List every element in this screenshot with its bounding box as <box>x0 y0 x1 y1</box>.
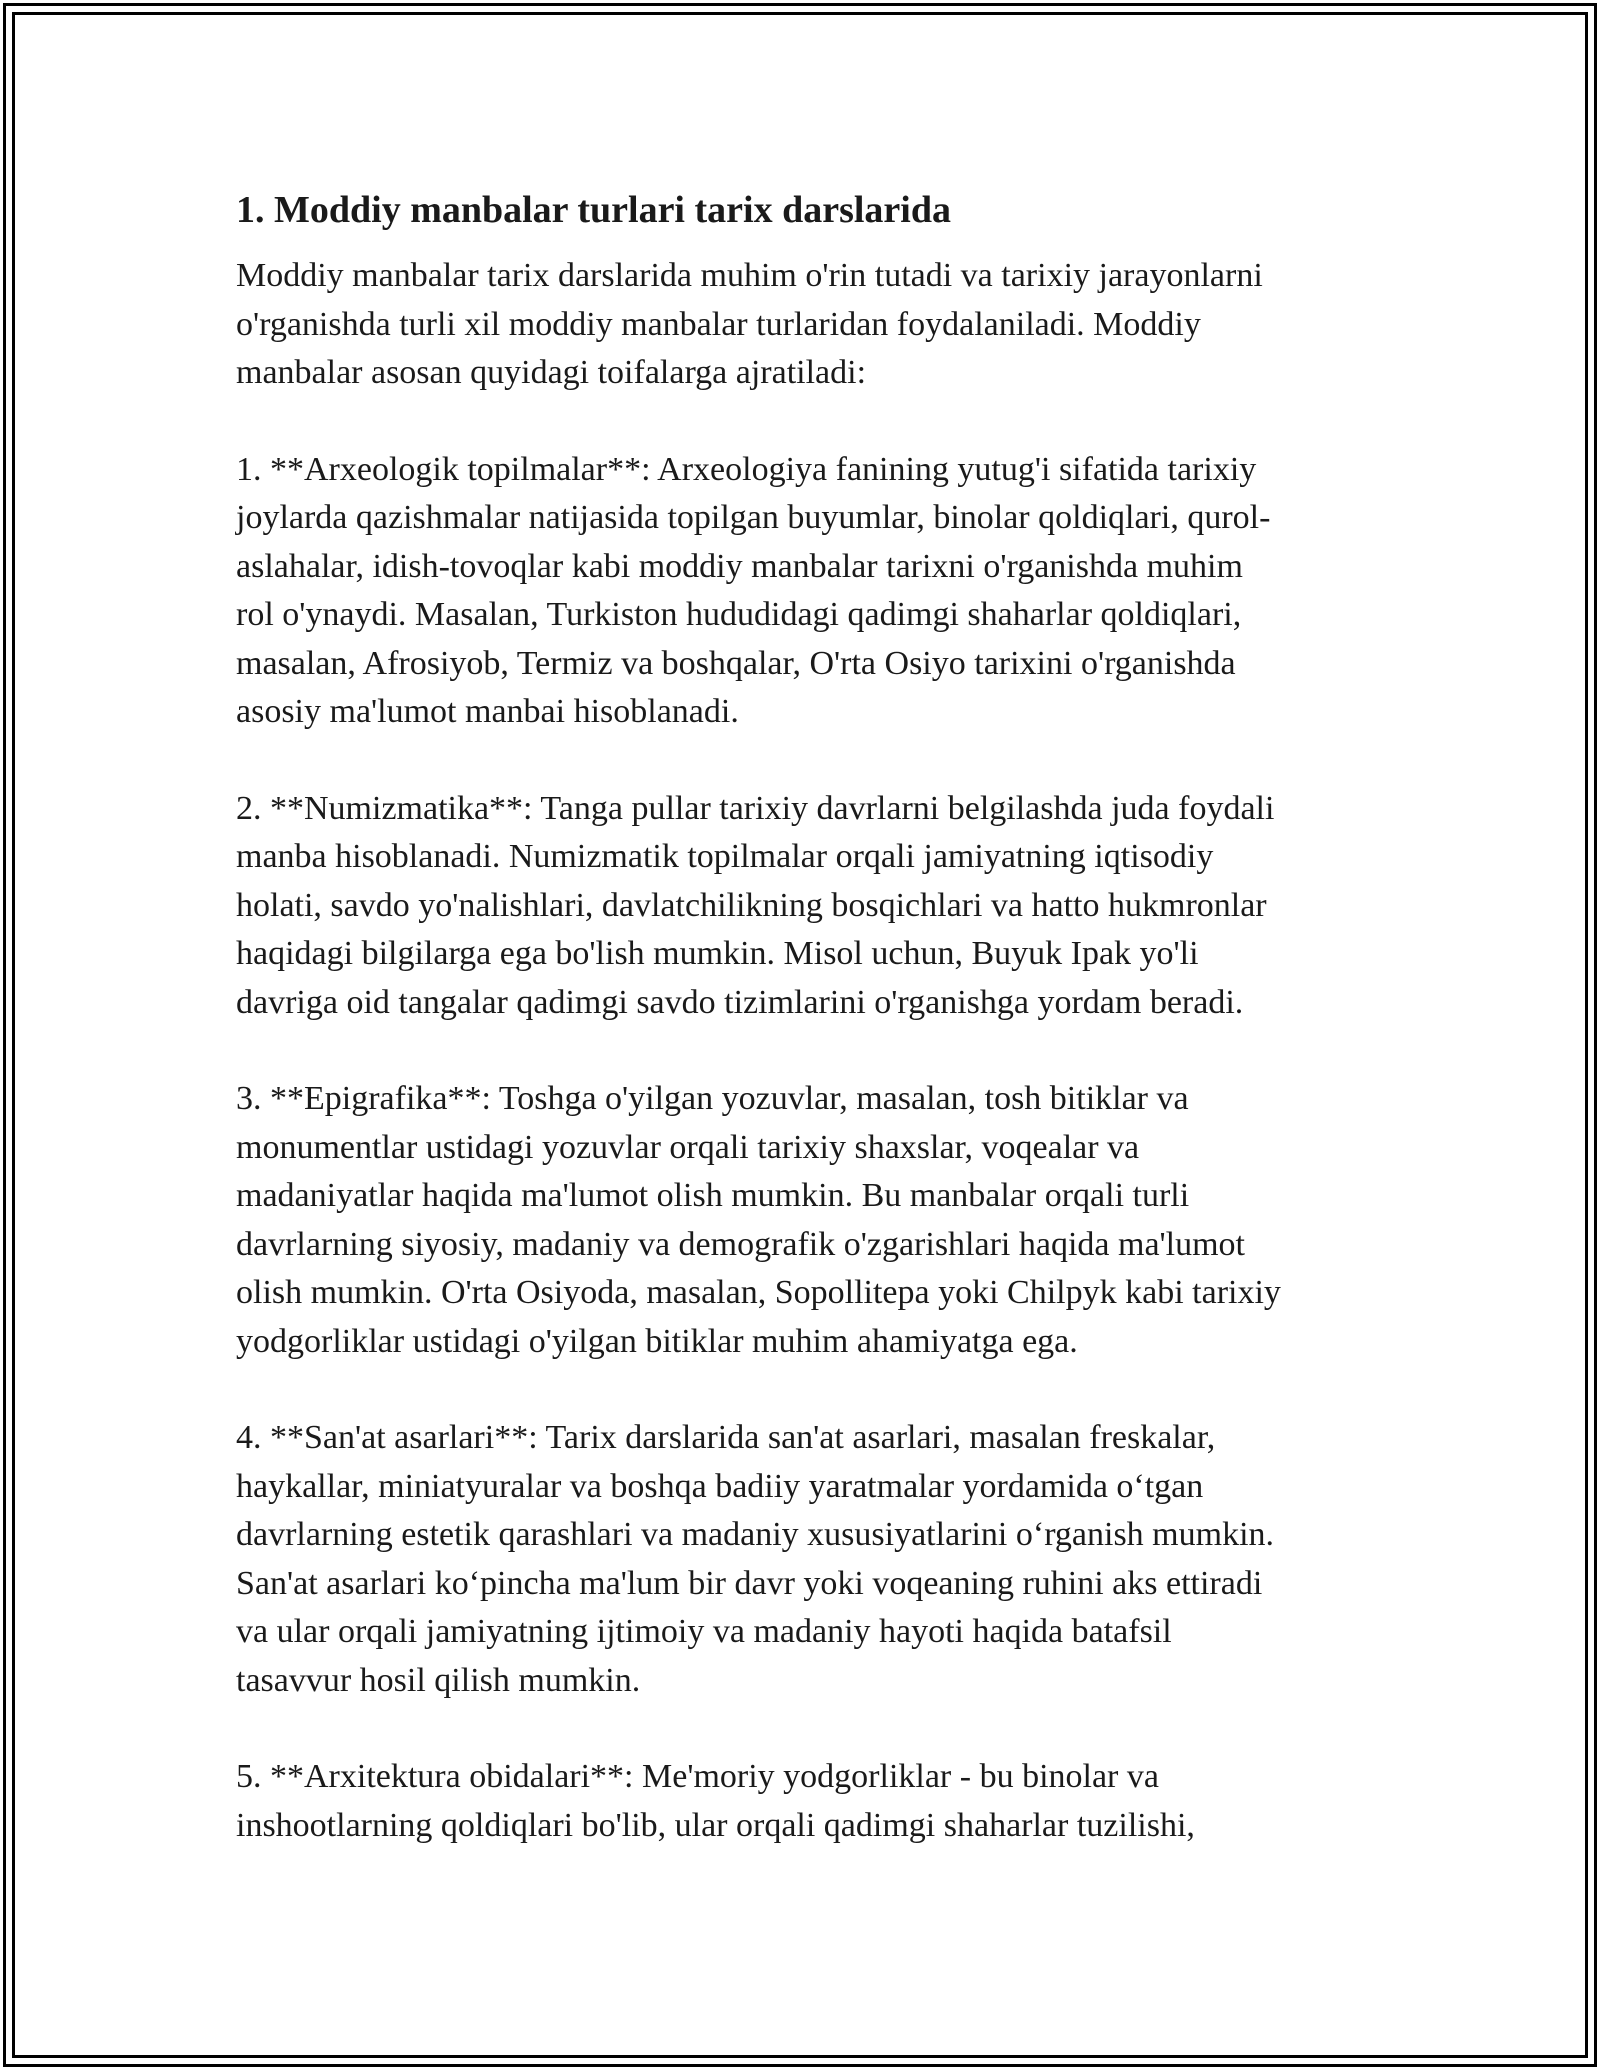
text-line: va ular orqali jamiyatning ijtimoiy va madaniy hayoti haqida batafsil <box>236 1613 1172 1650</box>
text-line: davriga oid tangalar qadimgi savdo tizimlarini o'rganishga yordam beradi. <box>236 983 1244 1021</box>
document-body <box>236 186 1366 1898</box>
paragraph-arxeologik-topilmalar <box>236 446 1366 737</box>
paragraph-epigrafika <box>236 1075 1366 1366</box>
text-line: haqidagi bilgilarga ega bo'lish mumkin. Misol uchun, Buyuk Ipak yo'li <box>236 935 1199 972</box>
text-line: madaniyatlar haqida ma'lumot olish mumkin. Bu manbalar orqali turli <box>236 1177 1190 1214</box>
text-line: olish mumkin. O'rta Osiyoda, masalan, Sopollitepa yoki Chilpyk kabi tarixiy <box>236 1274 1281 1311</box>
text-line: masalan, Afrosiyob, Termiz va boshqalar, O'rta Osiyo tarixini o'rganishda <box>236 644 1236 682</box>
text-line: manba hisoblanadi. Numizmatik topilmalar orqali jamiyatning iqtisodiy <box>236 838 1214 875</box>
text-line: joylarda qazishmalar natijasida topilgan buyumlar, binolar qoldiqlari, qurol- <box>236 499 1271 536</box>
text-line: davrlarning siyosiy, madaniy va demografik o'zgarishlari haqida ma'lumot <box>236 1225 1245 1263</box>
text-line: 5. **Arxitektura obidalari**: Me'moriy yodgorliklar - bu binolar va <box>236 1758 1159 1795</box>
text-line: inshootlarning qoldiqlari bo'lib, ular orqali qadimgi shaharlar tuzilishi, <box>236 1806 1195 1844</box>
paragraph-intro <box>236 252 1366 398</box>
text-line: o'rganishda turli xil moddiy manbalar turlaridan foydalaniladi. Moddiy <box>236 305 1201 343</box>
text-line: aslahalar, idish-tovoqlar kabi moddiy manbalar tarixni o'rganishda muhim <box>236 547 1243 585</box>
text-line: Moddiy manbalar tarix darslarida muhim o'rin tutadi va tarixiy jarayonlarni <box>236 257 1263 294</box>
paragraph-sanat-asarlari <box>236 1414 1366 1705</box>
text-line: 1. **Arxeologik topilmalar**: Arxeologiya fanining yutug'i sifatida tarixiy <box>236 450 1257 488</box>
text-line: 2. **Numizmatika**: Tanga pullar tarixiy davrlarni belgilashda juda foydali <box>236 789 1275 827</box>
paragraph-numizmatika <box>236 785 1366 1028</box>
text-line: holati, savdo yo'nalishlari, davlatchilikning bosqichlari va hatto hukmronlar <box>236 886 1267 924</box>
text-line: 4. **San'at asarlari**: Tarix darslarida san'at asarlari, masalan freskalar, <box>236 1419 1216 1456</box>
text-line: 3. **Epigrafika**: Toshga o'yilgan yozuvlar, masalan, tosh bitiklar va <box>236 1080 1189 1117</box>
text-line: asosiy ma'lumot manbai hisoblanadi. <box>236 693 739 730</box>
text-line: San'at asarlari ko‘pincha ma'lum bir davr yoki voqeaning ruhini aks ettiradi <box>236 1564 1263 1602</box>
text-line: tasavvur hosil qilish mumkin. <box>236 1661 641 1699</box>
paragraph-arxitektura-obidalari <box>236 1753 1366 1850</box>
text-line: yodgorliklar ustidagi o'yilgan bitiklar muhim ahamiyatga ega. <box>236 1322 1078 1360</box>
text-line: rol o'ynaydi. Masalan, Turkiston hududidagi qadimgi shaharlar qoldiqlari, <box>236 596 1242 633</box>
document-title: 1. Moddiy manbalar turlari tarix darslarida <box>236 189 951 231</box>
text-line: davrlarning estetik qarashlari va madaniy xususiyatlarini o‘rganish mumkin. <box>236 1516 1275 1553</box>
text-line: monumentlar ustidagi yozuvlar orqali tarixiy shaxslar, voqealar va <box>236 1128 1140 1166</box>
text-line: haykallar, miniatyuralar va boshqa badiiy yaratmalar yordamida o‘tgan <box>236 1467 1204 1505</box>
text-line: manbalar asosan quyidagi toifalarga ajratiladi: <box>236 354 867 391</box>
